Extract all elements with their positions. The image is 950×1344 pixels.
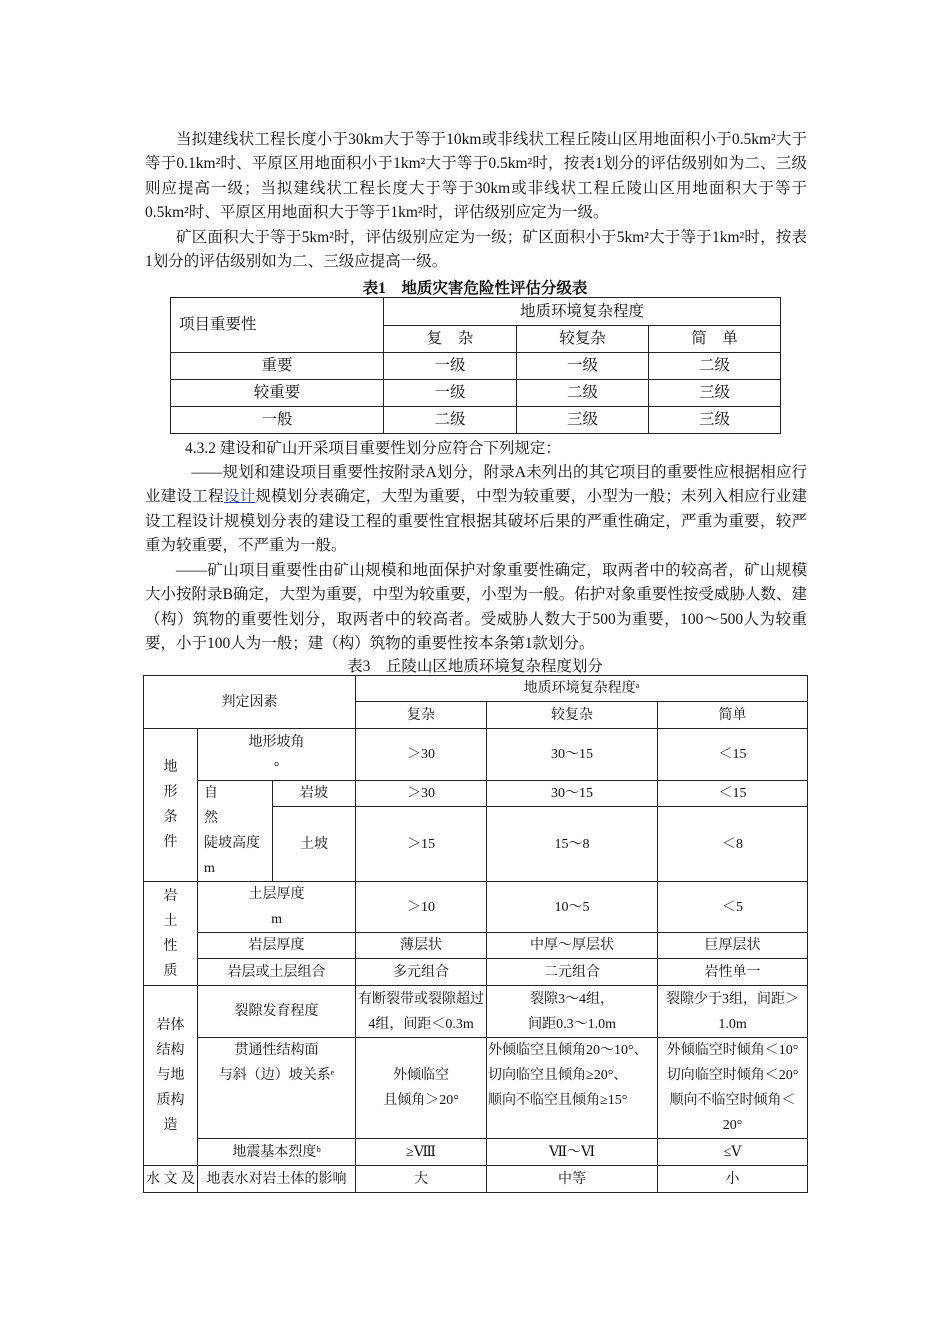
row-label: 土层厚度 m <box>198 882 356 933</box>
row-label: 重要 <box>171 353 384 380</box>
group-terrain: 地 形 条 件 <box>144 729 198 882</box>
cell: ＞30 <box>356 729 487 781</box>
group-header: 地质环境复杂程度ᵃ <box>356 676 808 702</box>
group-rock-structure: 岩体 结构 与地 质构 造 <box>144 986 198 1166</box>
table3-caption: 表3 丘陵山区地质环境复杂程度划分 <box>347 658 603 675</box>
cell: 10～5 <box>487 882 658 933</box>
column-header: 简 单 <box>649 326 781 353</box>
cell: ＜15 <box>658 781 808 807</box>
row-label: 较重要 <box>171 380 384 407</box>
paragraph-1: 当拟建线状工程长度小于30km大于等于10km或非线状工程丘陵山区用地面积小于0.5km²大于等于0.1km²时、平原区用地面积小于1km²大于等于0.5km²时，按表1划分的评估级别如为二、三级则应提高一级；当拟建线状工程长度大于等于30km或非线状工程丘陵山区用地面积大于等于0.5km²时、平原区用地面积大于等于1km²时，评估级别应定为一级。 <box>145 131 807 222</box>
cell: 岩性单一 <box>658 959 808 986</box>
column-header: 较复杂 <box>487 702 658 729</box>
cell: 30～15 <box>487 729 658 781</box>
cell: ＜8 <box>658 807 808 882</box>
cell: 三级 <box>649 407 781 434</box>
paragraph-text: 规模划分表确定，大型为重要，中型为较重要，小型为一般；未列入相应行业建设工程设计规模划分表的建设工程的重要性宜根据其破坏后果的严重性确定，严重为重要，较严重为较重要，不严重为一般。 <box>145 488 807 555</box>
row-label: 一般 <box>171 407 384 434</box>
cell: ＞10 <box>356 882 487 933</box>
design-link[interactable]: 设计 <box>223 488 256 506</box>
cell: 三级 <box>517 407 649 434</box>
column-header: 复 杂 <box>384 326 517 353</box>
table-row <box>144 1139 808 1166</box>
table-row <box>144 986 808 1038</box>
cell: 有断裂带或裂隙超过 4组，间距＜0.3m <box>356 986 487 1038</box>
row-sublabel: 自 然 陡坡高度 m <box>198 781 273 882</box>
cell: 三级 <box>649 380 781 407</box>
cell: 薄层状 <box>356 933 487 959</box>
cell: ＞15 <box>356 807 487 882</box>
cell: 巨厚层状 <box>658 933 808 959</box>
cell: 一级 <box>384 380 517 407</box>
section-4-3-2: 4.3.2 建设和矿山开采项目重要性划分应符合下列规定： <box>185 440 561 457</box>
column-header: 复杂 <box>356 702 487 729</box>
cell: 二级 <box>649 353 781 380</box>
table-row <box>171 380 781 407</box>
table1-caption: 表1 地质灾害危险性评估分级表 <box>362 280 588 297</box>
row-label: 岩层或土层组合 <box>198 959 356 986</box>
table-row <box>144 1038 808 1139</box>
group-header: 地质环境复杂程度 <box>384 298 781 326</box>
paragraph-text: ——规划和建设项目重要性按附录A划分，附录A未列出的其它项目的重要性应根据相应行业建设工程 <box>145 464 807 506</box>
cell: ＞30 <box>356 781 487 807</box>
cell: ＜15 <box>658 729 808 781</box>
cell: 一级 <box>517 353 649 380</box>
cell: 二元组合 <box>487 959 658 986</box>
cell: 裂隙少于3组，间距＞ 1.0m <box>658 986 808 1038</box>
paragraph-mining: ——矿山项目重要性由矿山规模和地面保护对象重要性确定，取两者中的较高者，矿山规模大小按附录B确定，大型为重要，中型为较重要，小型为一般。佑护对象重要性按受威胁人数、建（构）筑物的重要性划分，取两者中的较高者。受威胁人数大于500为重要，100～500人为较重要，小于100人为一般；建（构）筑物的重要性按本条第1款划分。 <box>145 562 807 653</box>
cell: 15～8 <box>487 807 658 882</box>
table-row <box>144 933 808 959</box>
cell: 裂隙3～4组， 间距0.3～1.0m <box>487 986 658 1038</box>
cell: 外倾临空 且倾角＞20° <box>356 1038 487 1139</box>
row-label: 地形坡角 ° <box>198 729 356 781</box>
row-header: 项目重要性 <box>171 298 384 353</box>
factor-header: 判定因素 <box>144 676 356 729</box>
table-row <box>144 729 808 781</box>
cell: 二级 <box>517 380 649 407</box>
cell: ≤Ⅴ <box>658 1139 808 1166</box>
group-hydrology: 水 文 及 <box>144 1166 198 1193</box>
cell: 小 <box>658 1166 808 1193</box>
row-label: 地表水对岩土体的影响 <box>198 1166 356 1193</box>
table-1 <box>170 297 781 434</box>
group-soil: 岩 土 性 质 <box>144 882 198 986</box>
cell: 二级 <box>384 407 517 434</box>
table-row <box>171 353 781 380</box>
cell: 中等 <box>487 1166 658 1193</box>
row-label: 裂隙发育程度 <box>198 986 356 1038</box>
cell: 30～15 <box>487 781 658 807</box>
paragraph-planning <box>145 461 807 559</box>
row-label: 岩层厚度 <box>198 933 356 959</box>
column-header: 较复杂 <box>517 326 649 353</box>
cell: 中厚～厚层状 <box>487 933 658 959</box>
row-label: 土坡 <box>273 807 356 882</box>
cell: 多元组合 <box>356 959 487 986</box>
table-row <box>144 959 808 986</box>
cell: 外倾临空且倾角20～10°、 切向临空且倾角≥20°、 顺向不临空且倾角≥15° <box>487 1038 658 1139</box>
row-label: 地震基本烈度ᵇ <box>198 1139 356 1166</box>
cell: 一级 <box>384 353 517 380</box>
table-row <box>144 781 808 807</box>
cell: 外倾临空时倾角＜10° 切向临空时倾角＜20° 顺向不临空时倾角＜ 20° <box>658 1038 808 1139</box>
table-3 <box>143 675 808 1193</box>
cell: ＜5 <box>658 882 808 933</box>
cell: ≥Ⅷ <box>356 1139 487 1166</box>
row-label: 岩坡 <box>273 781 356 807</box>
table-row <box>144 1166 808 1193</box>
table-row <box>171 407 781 434</box>
paragraph-2: 矿区面积大于等于5km²时，评估级别应定为一级；矿区面积小于5km²大于等于1km²时，按表1划分的评估级别如为二、三级应提高一级。 <box>145 229 807 271</box>
column-header: 简单 <box>658 702 808 729</box>
row-label: 贯通性结构面 与斜（边）坡关系ᵉ <box>198 1038 356 1139</box>
cell: Ⅶ～Ⅵ <box>487 1139 658 1166</box>
table-row <box>144 882 808 933</box>
cell: 大 <box>356 1166 487 1193</box>
